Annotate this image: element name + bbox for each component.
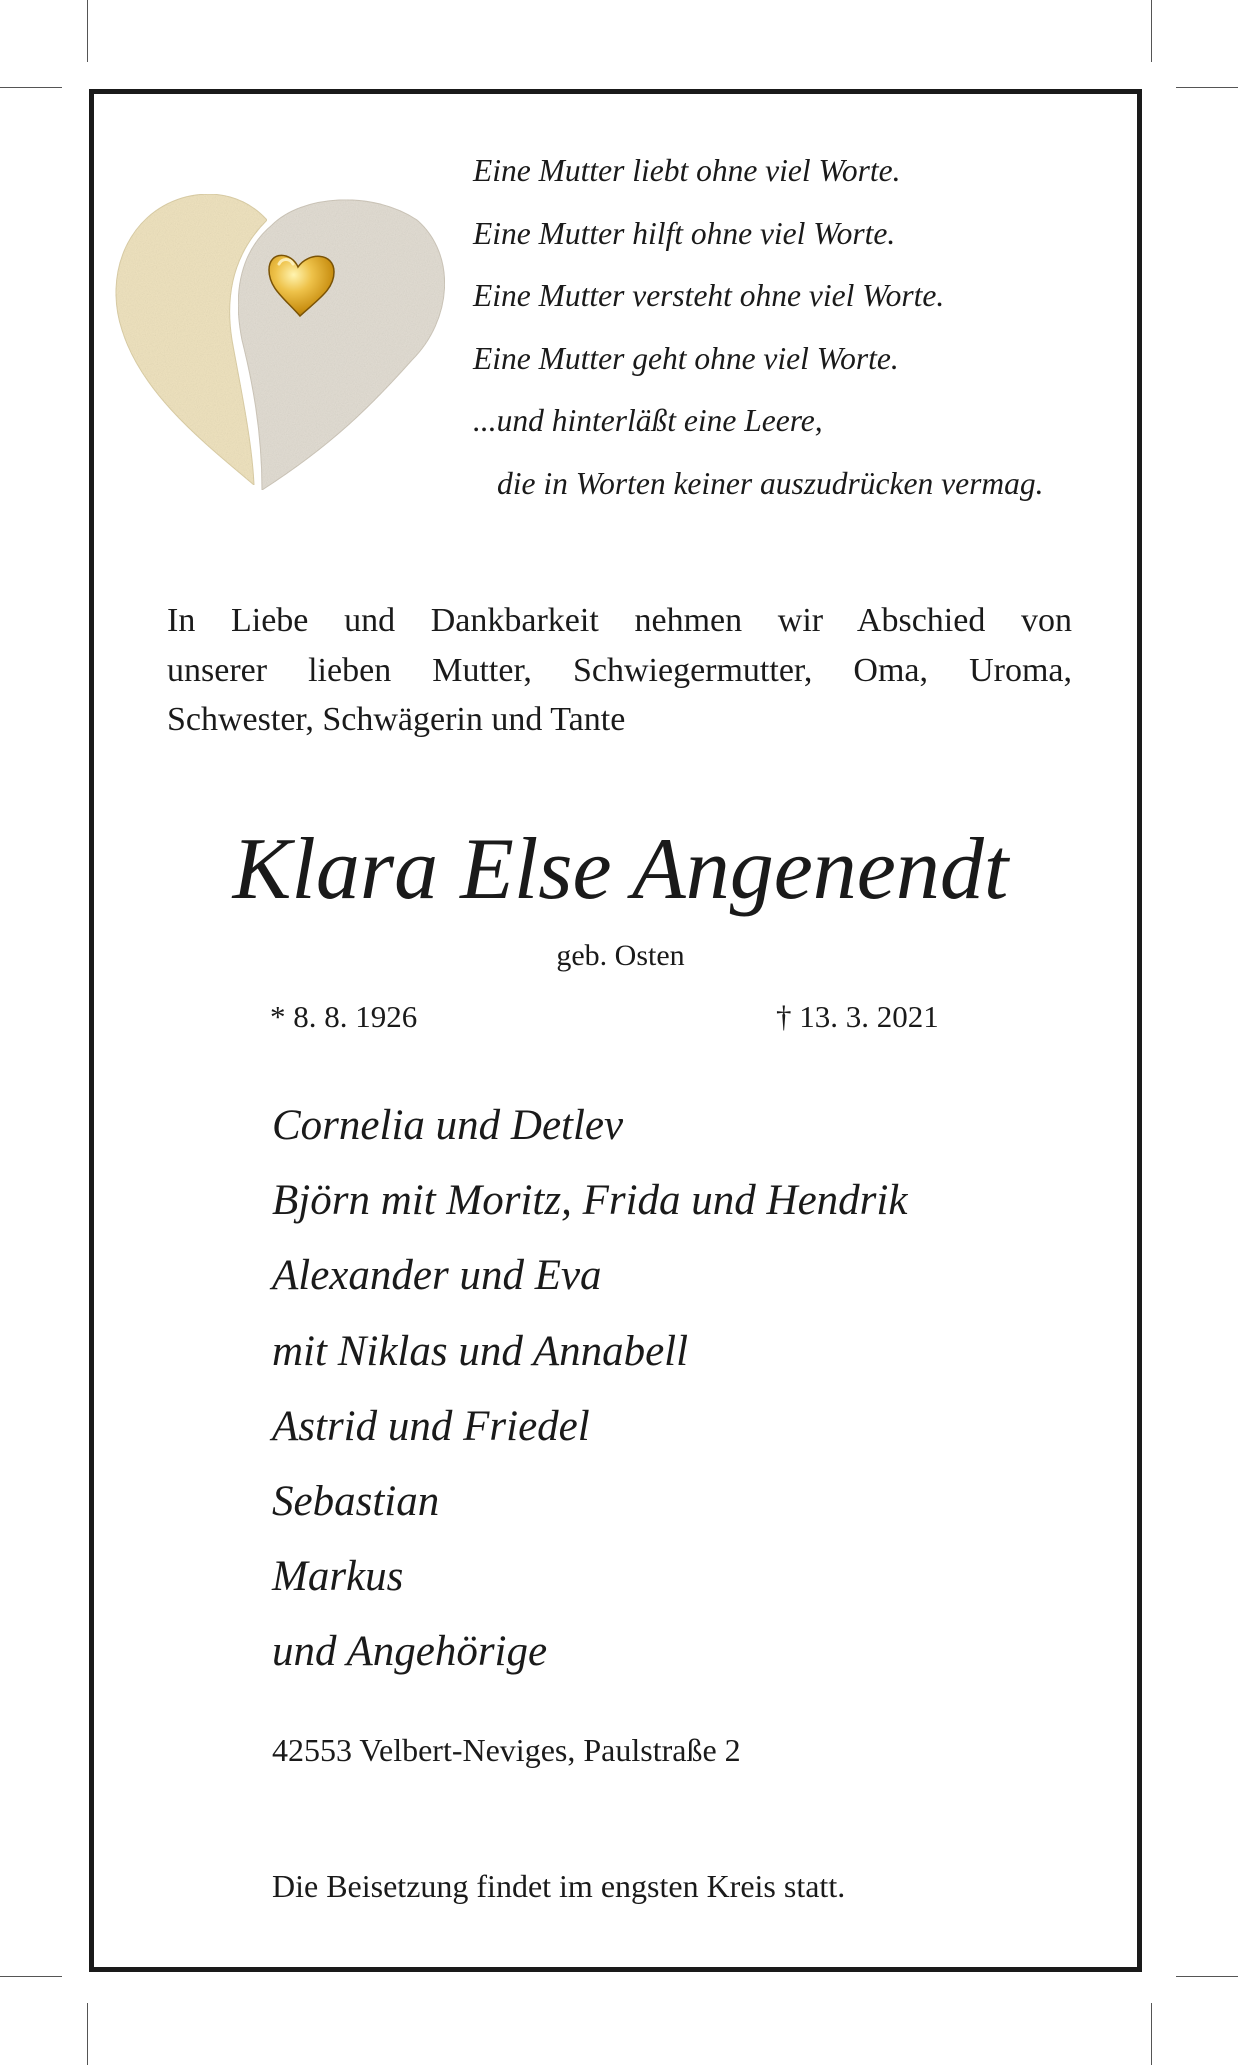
crop-mark [1176,87,1238,88]
birth-date: * 8. 8. 1926 [270,999,418,1034]
mourner-line: Markus [272,1553,404,1601]
crop-mark [0,87,62,88]
address: 42553 Velbert-Neviges, Paulstraße 2 [272,1732,741,1768]
maiden-name: geb. Osten [556,939,685,972]
crop-mark [87,2003,88,2065]
mourner-line: Astrid und Friedel [272,1402,590,1450]
burial-note: Die Beisetzung findet im engsten Kreis statt. [272,1868,846,1904]
mourner-line: mit Niklas und Annabell [272,1327,689,1375]
intro-line: In Liebe und Dankbarkeit nehmen wir Abschied von [167,602,1072,639]
mourner-line: Björn mit Moritz, Frida und Hendrik [272,1177,908,1225]
poem [473,140,1133,515]
crop-mark [1151,0,1152,62]
deceased-name: Klara Else Angenendt [232,821,1009,918]
poem-line: Eine Mutter versteht ohne viel Worte. [473,278,945,313]
mourner-line: und Angehörige [272,1628,548,1676]
poem-line: ...und hinterläßt eine Leere, [473,403,823,438]
poem-line: Eine Mutter liebt ohne viel Worte. [473,153,901,188]
mourners-list [272,1088,1092,1690]
death-date: † 13. 3. 2021 [776,999,939,1034]
mourner-line: Sebastian [272,1478,440,1526]
crop-mark [87,0,88,62]
intro-line: unserer lieben Mutter, Schwiegermutter, Oma, Uroma, [167,651,1072,689]
heart-icon [112,180,452,498]
intro-text [167,596,1072,745]
poem-line: die in Worten keiner auszudrücken vermag. [497,465,1044,501]
poem-line: Eine Mutter hilft ohne viel Worte. [473,215,896,251]
crop-mark [1151,2003,1152,2065]
mourner-line: Cornelia und Detlev [272,1102,624,1149]
intro-line: Schwester, Schwägerin und Tante [167,701,626,738]
mourner-line: Alexander und Eva [272,1252,602,1300]
crop-mark [0,1976,62,1977]
crop-mark [1176,1976,1238,1977]
poem-line: Eine Mutter geht ohne viel Worte. [473,340,899,376]
